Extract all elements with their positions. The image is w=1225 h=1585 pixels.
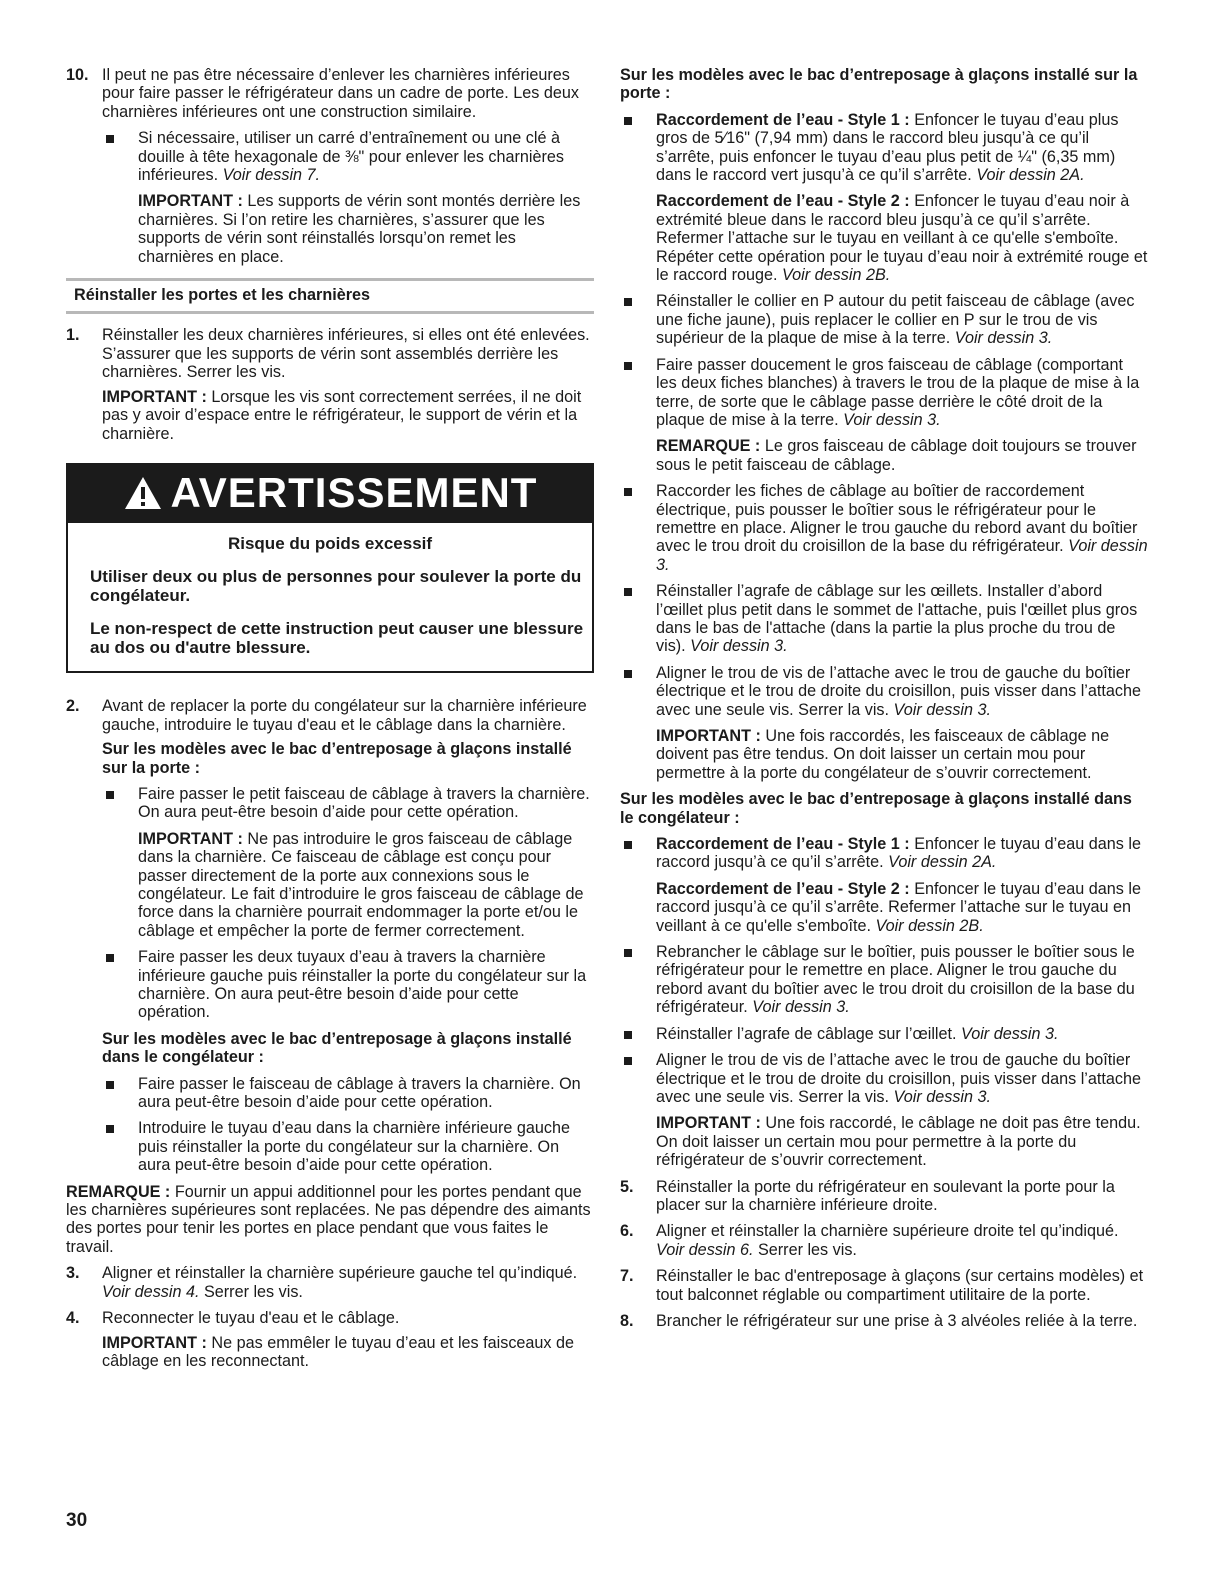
drawing-ref: Voir dessin 7.	[222, 166, 321, 185]
important-label: IMPORTANT :	[138, 192, 243, 211]
connection-label: Raccordement de l’eau - Style 2 :	[656, 879, 910, 898]
important-text: Ne pas emmêler le tuyau d’eau et les faisceaux de câblage en les reconnectant.	[102, 1333, 575, 1370]
remark	[66, 1183, 594, 1257]
bullet-item	[620, 1051, 1148, 1169]
bullet-item	[102, 129, 594, 266]
bullet-item	[620, 292, 1148, 347]
step-number: 7.	[620, 1267, 634, 1286]
bullet-text: Enfoncer le tuyau d’eau noir à extrémité bleue dans le raccord bleu jusqu’à ce qu’il s’arrête. Refermer l’attache sur le tuyau en veillant à ce qu'elle s'emboîte. Répéter cette opération pour le tuyau d’eau noir à extrémité rouge et le raccord rouge.	[656, 192, 1148, 285]
bullet-text: Faire passer le faisceau de câblage à travers la charnière. On aura peut-être besoin d’aide pour cette opération.	[138, 1074, 581, 1112]
bullet-text: Aligner le trou de vis de l’attache avec le trou de gauche du boîtier électrique et le trou de droite du croisillon, puis visser dans l’attache avec une seule vis. Serrer la vis.	[656, 1051, 1141, 1106]
drawing-ref: Voir dessin 3.	[961, 1024, 1059, 1043]
bullet-item	[620, 835, 1148, 935]
section-heading: Réinstaller les portes et les charnières	[66, 278, 594, 314]
bullet-item	[620, 1025, 1148, 1043]
warning-banner	[68, 465, 592, 523]
bullet-item	[620, 582, 1148, 656]
bullet-text: Introduire le tuyau d’eau dans la charnière inférieure gauche puis réinstaller la porte du congélateur sur la charnière. On aura peut-être besoin d’aide pour cette opération.	[138, 1119, 570, 1175]
bullet-item	[102, 1119, 594, 1174]
step-text: Il peut ne pas être nécessaire d’enlever les charnières inférieures pour faire passer le réfrigérateur dans un cadre de porte. Les deux charnières inférieures ont une construction similaire.	[102, 66, 579, 121]
connection-label: Raccordement de l’eau - Style 2 :	[656, 192, 910, 211]
step-8	[620, 1312, 1148, 1330]
bullet-text: Enfoncer le tuyau d’eau dans le raccord jusqu’à ce qu’il s’arrête. Refermer l’attache sur le tuyau en veillant à ce qu'elle s'emboîte.	[656, 879, 1141, 935]
important-label: IMPORTANT :	[656, 1114, 761, 1133]
bullet-item	[620, 943, 1148, 1017]
subheading: Sur les modèles avec le bac d’entreposage à glaçons installé sur la porte :	[620, 66, 1138, 103]
drawing-ref: Voir dessin 4.	[102, 1282, 200, 1301]
bullet-text: Faire passer le petit faisceau de câblage à travers la charnière. On aura peut-être besoin d’aide pour cette opération.	[138, 784, 590, 822]
bullet-item	[620, 111, 1148, 285]
drawing-ref: Voir dessin 3.	[893, 1087, 992, 1106]
drawing-ref: Voir dessin 2B.	[875, 916, 984, 935]
bullet-item	[620, 356, 1148, 474]
bullet-text: Enfoncer le tuyau d’eau plus gros de 5⁄16" (7,94 mm) dans le raccord bleu jusqu’à ce qu’il s’arrête, puis enfoncer le tuyau d’eau plus petit de ¼" (6,35 mm) dans le raccord vert jusqu’à ce qu’il s’arrête.	[656, 110, 1119, 185]
step-number: 1.	[66, 326, 80, 345]
drawing-ref: Voir dessin 3.	[656, 537, 1148, 574]
drawing-ref: Voir dessin 3.	[690, 637, 788, 656]
step-text: Réinstaller les deux charnières inférieures, si elles ont été enlevées. S’assurer que les supports de vérin sont assemblés derrière les charnières. Serrer les vis.	[102, 326, 590, 382]
step-number: 2.	[66, 697, 80, 716]
bullet-text: Réinstaller l’agrafe de câblage sur les œillets. Installer d’abord l’œillet plus petit dans le sommet de l'attache, puis l'œillet plus gros dans le bas de l'attache (dans la partie la plus proche du trou de vis).	[656, 582, 1138, 656]
warning-box	[66, 463, 594, 673]
step-text: Serrer les vis.	[203, 1282, 303, 1301]
drawing-ref: Voir dessin 3.	[893, 700, 992, 719]
bullet-item	[102, 785, 594, 940]
remark-label: REMARQUE :	[656, 437, 761, 456]
step-5	[620, 1178, 1148, 1215]
step-2	[66, 697, 594, 1174]
drawing-ref: Voir dessin 3.	[843, 410, 941, 429]
step-10	[66, 66, 594, 266]
important-text: Une fois raccordé, le câblage ne doit pas être tendu. On doit laisser un certain mou pour permettre à la porte du réfrigérateur de s’ouvrir correctement.	[656, 1114, 1141, 1170]
step-4	[66, 1309, 594, 1370]
warning-text: Le non-respect de cette instruction peut causer une blessure au dos ou d'autre blessure.	[90, 619, 584, 658]
bullet-text: Faire passer les deux tuyaux d’eau à travers la charnière inférieure gauche puis réinstaller la porte du congélateur sur la charnière. On aura peut-être besoin d’aide pour cette opération.	[138, 948, 587, 1022]
step-number: 5.	[620, 1177, 634, 1196]
step-1	[66, 326, 594, 442]
bullet-text: Raccorder les fiches de câblage au boîtier de raccordement électrique, puis pousser le boîtier sous le réfrigérateur pour le remettre en place. Aligner le trou gauche du rebord avant du boîtier avec le trou droit du croisillon de la base du réfrigérateur.	[656, 482, 1138, 556]
step-text: Aligner et réinstaller la charnière supérieure droite tel qu’indiqué.	[656, 1222, 1119, 1241]
right-column	[620, 66, 1148, 1338]
remark-text: Fournir un appui additionnel pour les portes pendant que les charnières supérieures sont replacées. Ne pas dépendre des aimants des portes pour tenir les portes en place pendant que vous faites le travail.	[66, 1182, 591, 1256]
step-number: 6.	[620, 1222, 634, 1241]
remark-label: REMARQUE :	[66, 1182, 171, 1201]
page-number: 30	[66, 1510, 88, 1531]
step-3	[66, 1264, 594, 1301]
step-text: Réinstaller la porte du réfrigérateur en soulevant la porte pour la placer sur la charnière inférieure droite.	[656, 1177, 1115, 1214]
remark-text: Le gros faisceau de câblage doit toujours se trouver sous le petit faisceau de câblage.	[656, 437, 1137, 474]
connection-label: Raccordement de l’eau - Style 1 :	[656, 110, 910, 129]
step-7	[620, 1267, 1148, 1304]
step-text: Serrer les vis.	[757, 1240, 857, 1259]
subheading: Sur les modèles avec le bac d’entreposage à glaçons installé dans le congélateur :	[102, 1029, 572, 1067]
drawing-ref: Voir dessin 6.	[656, 1240, 754, 1259]
step-number: 3.	[66, 1264, 80, 1283]
step-text: Avant de replacer la porte du congélateur sur la charnière inférieure gauche, introduire le tuyau d'eau et le câblage dans la charnière.	[102, 697, 587, 734]
important-label: IMPORTANT :	[138, 829, 243, 848]
bullet-text: Rebrancher le câblage sur le boîtier, puis pousser le boîtier sous le réfrigérateur pour le remettre en place. Aligner le trou gauche du rebord avant du boîtier avec le trou droit du croisillon de la base du réfrigérateur.	[656, 943, 1135, 1017]
bullet-text: Aligner le trou de vis de l’attache avec le trou de gauche du boîtier électrique et le trou de droite du croisillon, puis visser dans l’attache avec une seule vis. Serrer la vis.	[656, 663, 1141, 719]
warning-subtitle: Risque du poids excessif	[227, 533, 433, 553]
step-text: Aligner et réinstaller la charnière supérieure gauche tel qu’indiqué.	[102, 1264, 578, 1283]
bullet-text: Enfoncer le tuyau d’eau dans le raccord jusqu’à ce qu’il s’arrête.	[656, 835, 1141, 872]
subheading: Sur les modèles avec le bac d’entreposage à glaçons installé sur la porte :	[102, 740, 572, 777]
important-label: IMPORTANT :	[656, 727, 761, 745]
warning-title: AVERTISSEMENT	[170, 468, 538, 516]
step-number: 4.	[66, 1309, 80, 1328]
bullet-text: Réinstaller le collier en P autour du petit faisceau de câblage (avec une fiche jaune), puis replacer le collier en P sur le trou de vis supérieur de la plaque de mise à la terre.	[656, 292, 1135, 348]
step-text: Réinstaller le bac d'entreposage à glaçons (sur certains modèles) et tout balconnet réglable ou compartiment utilitaire de la porte.	[656, 1267, 1144, 1304]
subheading: Sur les modèles avec le bac d’entreposage à glaçons installé dans le congélateur :	[620, 790, 1132, 827]
step-text: Brancher le réfrigérateur sur une prise à 3 alvéoles reliée à la terre.	[656, 1311, 1138, 1330]
important-text: Les supports de vérin sont montés derrière les charnières. Si l’on retire les charnières, s’assurer que les supports de vérin sont réinstallés lorsqu’on remet les charnières en place.	[138, 192, 581, 266]
bullet-item	[102, 948, 594, 1022]
bullet-text: Faire passer doucement le gros faisceau de câblage (comportant les deux fiches blanches) à travers le trou de la plaque de mise à la terre, de sorte que le câblage passe derrière le côté droit de la plaque de mise à la terre.	[656, 355, 1140, 429]
drawing-ref: Voir dessin 3.	[752, 998, 850, 1017]
bullet-item	[620, 482, 1148, 574]
left-column	[66, 66, 594, 1378]
step-number: 10.	[66, 66, 89, 84]
bullet-text: Réinstaller l’agrafe de câblage sur l’œillet.	[656, 1024, 957, 1043]
bullet-text: Si nécessaire, utiliser un carré d’entraînement ou une clé à douille à tête hexagonale de ⅜" pour enlever les charnières inférieures.	[138, 129, 565, 185]
step-number: 8.	[620, 1311, 634, 1330]
connection-label: Raccordement de l’eau - Style 1 :	[656, 835, 910, 854]
important-label: IMPORTANT :	[102, 387, 207, 406]
important-label: IMPORTANT :	[102, 1333, 207, 1352]
warning-triangle-icon	[123, 475, 163, 511]
step-6	[620, 1222, 1148, 1259]
drawing-ref: Voir dessin 2A.	[888, 853, 997, 872]
step-text: Reconnecter le tuyau d'eau et le câblage.	[102, 1309, 400, 1328]
drawing-ref: Voir dessin 2B.	[781, 266, 891, 285]
warning-text: Utiliser deux ou plus de personnes pour soulever la porte du congélateur.	[90, 567, 582, 606]
drawing-ref: Voir dessin 2A.	[976, 166, 1085, 185]
bullet-item	[102, 1075, 594, 1112]
drawing-ref: Voir dessin 3.	[954, 329, 1053, 348]
important-text: Une fois raccordés, les faisceaux de câblage ne doivent pas être tendus. On doit laisser un certain mou pour permettre à la porte du congélateur de s’ouvrir correctement.	[656, 727, 1110, 782]
important-text: Ne pas introduire le gros faisceau de câblage dans la charnière. Ce faisceau de câblage est conçu pour passer directement de la porte aux connexions sous le congélateur. Le fait d’introduire le gros faisceau de câblage de force dans la charnière pourrait endommager la porte et/ou le câblage et empêcher la porte de fermer correctement.	[138, 829, 584, 940]
important-text: Lorsque les vis sont correctement serrées, il ne doit pas y avoir d’espace entre le réfrigérateur, le support de vérin et la charnière.	[102, 387, 582, 443]
bullet-item	[620, 664, 1148, 782]
